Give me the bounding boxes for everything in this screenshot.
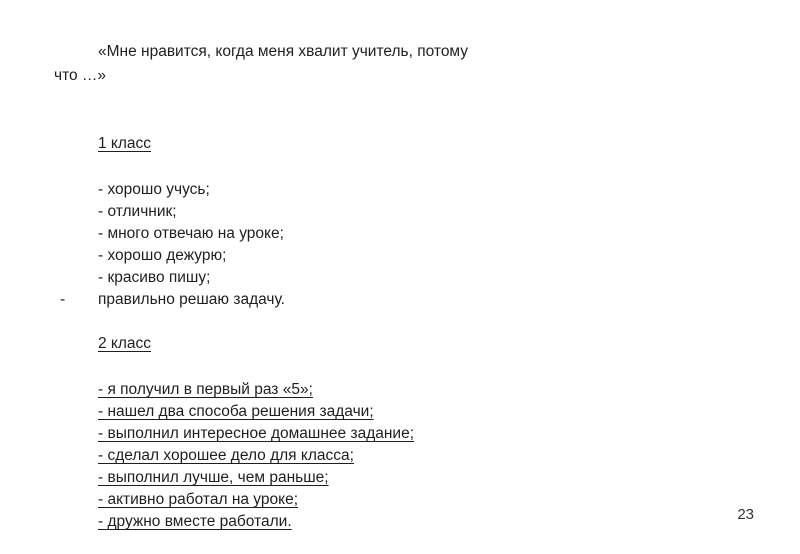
- grade1-last-bullet: -: [60, 291, 66, 308]
- page-number: 23: [737, 506, 754, 523]
- grade2-item: - я получил в первый раз «5»;: [98, 381, 313, 398]
- grade2-heading: 2 класс: [98, 335, 152, 352]
- grade1-item-last: правильно решаю задачу.: [98, 291, 285, 308]
- intro-line-2: что …»: [54, 67, 107, 84]
- intro-line-1: «Мне нравится, когда меня хвалит учитель, потому: [98, 43, 469, 60]
- grade1-item: - красиво пишу;: [98, 269, 211, 286]
- grade2-item: - активно работал на уроке;: [98, 491, 299, 508]
- grade2-item: - дружно вместе работали.: [98, 513, 292, 530]
- grade1-item: - хорошо учусь;: [98, 181, 210, 198]
- grade1-item: - много отвечаю на уроке;: [98, 225, 284, 242]
- grade2-item: - сделал хорошее дело для класса;: [98, 447, 354, 464]
- grade2-item: - нашел два способа решения задачи;: [98, 403, 374, 420]
- grade1-item: - отличник;: [98, 203, 177, 220]
- grade2-item: - выполнил лучше, чем раньше;: [98, 469, 329, 486]
- grade2-item: - выполнил интересное домашнее задание;: [98, 425, 415, 442]
- grade1-heading: 1 класс: [98, 135, 152, 152]
- grade1-item: - хорошо дежурю;: [98, 247, 227, 264]
